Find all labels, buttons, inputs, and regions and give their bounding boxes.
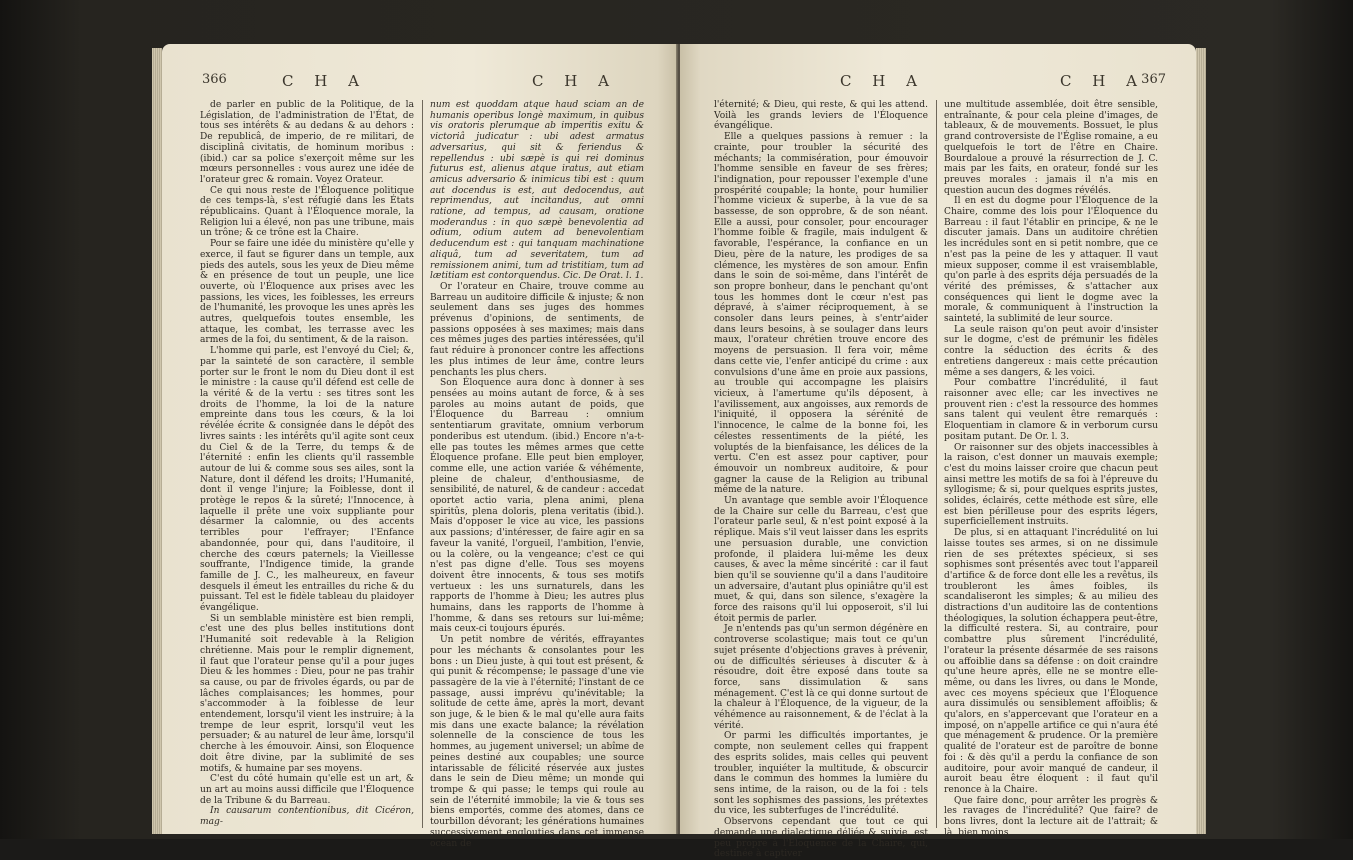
paragraph: Or raisonner sur des objets inaccessibles à la raison, c'est donner un mauvais exemple; c'est du moins laisser croire que chacun peut ainsi mettre les motifs de sa foi à l'épreuve du syllogisme; & si, pour quelques esprits justes, solides, éclairés, cette méthode est sûre, elle est bien périlleuse pour des esprits légers, superficiellement instruits. bbox=[944, 442, 1158, 528]
paragraph: Elle a quelques passions à remuer : la crainte, pour troubler la sécurité des méchants; la commisération, pour émouvoir l'homme sensible en faveur de ses frères; l'indignation, pour repousser l'exemple d'une prospérité coupable; la honte, pour humilier l'homme vicieux & superbe, à la vue de sa bassesse, de son opprobre, & de son néant. Elle a aussi, pour consoler, pour encourager l'homme foible & fragile, mais indulgent & favorable, l'espérance, la confiance en un Dieu, père de la nature, les prodiges de sa clémence, les mystères de son amour. Enfin dans le soin de soi-même, dans l'intérêt de son propre bonheur, dans le penchant qu'ont tous les hommes dont le cœur n'est pas dépravé, à s'aimer réciproquement, à se consoler dans leurs peines, à s'entr'aider dans leurs besoins, à se soulager dans leurs maux, l'orateur chrétien trouve encore des moyens de persuasion. Il fera voir, même dans cette vie, l'enfer anticipé du crime : aux convulsions d'une âme en proie aux passions, au trouble qui accompagne les plaisirs vicieux, à l'amertume qu'ils déposent, à l'avilissement, aux angoisses, aux remords de l'iniquité, il opposera la sérénité de l'innocence, le calme de la bonne foi, les célestes ressentiments de la piété, les voluptés de la bienfaisance, les délices de la vertu. C'en est assez pour captiver, pour émouvoir un nombreux auditoire, & pour gagner la cause de la Religion au tribunal même de la nature. bbox=[714, 132, 928, 496]
page-number: 366 bbox=[202, 72, 227, 87]
running-head: C H A bbox=[532, 72, 617, 90]
paragraph: In causarum contentionibus, dit Cicéron, mag- bbox=[200, 806, 414, 828]
paragraph: Que faire donc, pour arrêter les progrès & les ravages de l'incrédulité? Que faire? de bons livres, dont la lecture ait de l'attrait; & là, bien moins bbox=[944, 795, 1158, 838]
paragraph: L'homme qui parle, est l'envoyé du Ciel; &, par la sainteté de son caractère, il semble porter sur le front le nom du Dieu dont il est le ministre : la cause qu'il défend est celle de la vérité & de la vertu : ses titres sont les droits de l'homme, la loi de la nature empreinte dans tous les cœurs, & la loi révélée écrite & consignée dans le dépôt des livres saints : les intérêts qu'il agite sont ceux du Ciel & de la Terre, du temps & de l'éternité : enfin les clients qu'il rassemble autour de lui & comme sous ses ailes, sont la Nature, dont il défend les droits; l'Humanité, dont il venge l'injure; la Foiblesse, dont il protège le repos & la sûreté; l'Innocence, à laquelle il prête une voix suppliante pour désarmer la calomnie, ou des accents terribles pour l'effrayer; l'Enfance abandonnée, pour qui, dans l'auditoire, il cherche des cœurs paternels; la Vieillesse souffrante, l'Indigence timide, la grande famille de J. C., les malheureux, en faveur desquels il émeut les entrailles du riche & du puissant. Tel est le fidèle tableau du plaidoyer évangélique. bbox=[200, 346, 414, 614]
text-column-1 bbox=[200, 100, 414, 830]
paragraph: num est quoddam atque haud sciam an de humanis operibus longè maximum, in quibus vis oratoris plerumque ab imperitis exitu & victoriâ judicatur : ubi adest armatus adversarius, qui sit & feriendus & repellendus : ubi sæpè is qui rei dominus futurus est, alienus atque iratus, aut etiam amicus adversario & inimicus tibi est : quum aut docendus is est, aut dedocendus, aut reprimendus, aut incitandus, aut omni ratione, ad tempus, ad causam, oratione moderandus : in quo sæpè benevolentia ad odium, odium autem ad benevolentiam deducendum est : qui tanquam machinatione aliquâ, tum ad severitatem, tum ad remissionem animi, tum ad tristitiam, tum ad lætitiam est contorquendus. Cic. De Orat. l. 1. bbox=[430, 100, 644, 282]
text-column-2 bbox=[430, 100, 644, 849]
paragraph: Son Éloquence aura donc à donner à ses pensées au moins autant de force, & à ses paroles au moins autant de poids, que l'Éloquence du Barreau : omnium sententiarum gravitate, omnium verborum ponderibus est utendum. (ibid.) Encore n'a-t-elle pas toutes les mêmes armes que cette Éloquence profane. Elle peut bien employer, comme elle, une action variée & véhémente, pleine de chaleur, d'enthousiasme, de sensibilité, de naturel, & de candeur : accedat oportet actio varia, plena animi, plena spiritûs, plena doloris, plena veritatis (ibid.). Mais d'opposer le vice au vice, les passions aux passions; d'intéresser, de faire agir en sa faveur la vanité, l'orgueil, l'ambition, l'envie, ou la colère, ou la vengeance; c'est ce qui n'est pas digne d'elle. Tous ses moyens doivent être innocents, & tous ses motifs vertueux : les uns surnaturels, dans les rapports de l'homme à Dieu; les autres plus humains, dans les rapports de l'homme à l'homme, & dans ses retours sur lui-même; mais ceux-ci toujours épurés. bbox=[430, 378, 644, 635]
paragraph: Je n'entends pas qu'un sermon dégénère en controverse scolastique; mais tout ce qu'un sujet présente d'objections graves à prévenir, ou de difficultés sérieuses à discuter & à résoudre, doit être exposé dans toute sa force, sans dissimulation & sans ménagement. C'est là ce qui donne surtout de la chaleur à l'Éloquence, de la vigueur, de la véhémence au raisonnement, & de l'éclat à la vérité. bbox=[714, 624, 928, 731]
right-page bbox=[680, 44, 1196, 860]
right-page-edges bbox=[1196, 48, 1206, 834]
paragraph: Ce qui nous reste de l'Éloquence politique de ces temps-là, s'est réfugié dans les États républicains. Quant à l'Éloquence morale, la Religion lui a élevé, non pas une tribune, mais un trône; & ce trône est la Chaire. bbox=[200, 185, 414, 239]
paragraph: Il en est du dogme pour l'Éloquence de la Chaire, comme des lois pour l'Éloquence du Barreau : il faut l'établir en principe, & ne le discuter jamais. Dans un auditoire chrétien les incrédules sont en si petit nombre, que ce n'est pas la peine de les y attaquer. Il vaut mieux supposer, comme il est vraisemblable, qu'on parle à des esprits déja persuadés de la vérité des prémisses, & s'attacher aux conséquences qui lient le dogme avec la morale, & communiquent à l'instruction la sainteté, la sublimité de leur source. bbox=[944, 196, 1158, 325]
left-page-edges bbox=[152, 48, 162, 834]
column-rule bbox=[936, 100, 937, 828]
paragraph: l'éternité; & Dieu, qui reste, & qui les attend. Voilà les grands leviers de l'Éloquence évangélique. bbox=[714, 100, 928, 132]
running-head: C H A bbox=[282, 72, 367, 90]
left-page bbox=[162, 44, 678, 849]
paragraph: C'est du côté humain qu'elle est un art, & un art au moins aussi difficile que l'Éloquence de la Tribune & du Barreau. bbox=[200, 774, 414, 806]
text-column-3 bbox=[714, 100, 928, 860]
column-rule bbox=[422, 100, 423, 828]
paragraph: Observons cependant que tout ce qui demande une dialectique déliée & suivie, est peu propre à l'Éloquence de la Chaire, qui, destinée à captiver bbox=[714, 817, 928, 860]
text-column-4 bbox=[944, 100, 1158, 838]
paragraph: Or parmi les difficultés importantes, je compte, non seulement celles qui frappent des esprits solides, mais celles qui peuvent troubler, inquiéter la multitude, & obscurcir dans le commun des hommes la lumière du sens intime, de la raison, ou de la foi : tels sont les sophismes des passions, les prétextes du vice, les subterfuges de l'incrédulité. bbox=[714, 731, 928, 817]
page-number: 367 bbox=[1141, 72, 1166, 87]
paragraph: Pour se faire une idée du ministère qu'elle y exerce, il faut se figurer dans un temple, aux pieds des autels, sous les yeux de Dieu même & en présence de tout un peuple, une lice ouverte, où l'Éloquence aux prises avec les passions, les vices, les foiblesses, les erreurs de l'humanité, les provoque les unes après les autres, quelquefois toutes ensemble, les attaque, les combat, les terrasse avec les armes de la foi, du sentiment, & de la raison. bbox=[200, 239, 414, 346]
paragraph: Si un semblable ministère est bien rempli, c'est une des plus belles institutions dont l'Humanité soit redevable à la Religion chrétienne. Mais pour le remplir dignement, il faut que l'orateur pense qu'il a pour juges Dieu & les hommes : Dieu, pour ne pas trahir sa cause, ou par de frivoles égards, ou par de lâches complaisances; les hommes, pour s'accommoder à la foiblesse de leur entendement, lorsqu'il vient les instruire; à la trempe de leur esprit, lorsqu'il veut les persuader; & au naturel de leur âme, lorsqu'il cherche à les émouvoir. Ainsi, son Éloquence doit être divine, par la sublimité de ses motifs, & humaine par ses moyens. bbox=[200, 613, 414, 774]
paragraph: Un petit nombre de vérités, effrayantes pour les méchants & consolantes pour les bons : un Dieu juste, à qui tout est présent, & qui punit & récompense; le passage d'une vie passagère de la vie à l'éternité; l'instant de ce passage, aussi imprévu qu'inévitable; la solitude de cette âme, après la mort, devant son juge, & le bien & le mal qu'elle aura faits mis dans une exacte balance; la révélation solennelle de la conscience de tous les hommes, au jugement universel; un abîme de peines destiné aux coupables; une source intarissable de félicité réservée aux justes dans le sein de Dieu même; un monde qui trompe & qui passe; le temps qui roule au sein de l'éternité immobile; la vie & tous ses biens emportés, comme des atomes, dans ce tourbillon dévorant; les générations humaines successivement englouties dans cet immense océan de bbox=[430, 635, 644, 849]
paragraph: Pour combattre l'incrédulité, il faut raisonner avec elle; car les invectives ne prouvent rien : c'est la ressource des hommes sans talent qui veulent être remarqués : Eloquentiam in clamore & in verborum cursu positam putant. De Or. l. 3. bbox=[944, 378, 1158, 442]
paragraph: Or l'orateur en Chaire, trouve comme au Barreau un auditoire difficile & injuste; & non seulement dans ses juges des hommes prévenus d'opinions, de sentiments, de passions opposées à ses maximes; mais dans ces mêmes juges des parties intéressées, qu'il faut réduire à prononcer contre les affections les plus intimes de leur âme, contre leurs penchants les plus chers. bbox=[430, 281, 644, 378]
paragraph: Un avantage que semble avoir l'Éloquence de la Chaire sur celle du Barreau, c'est que l'orateur parle seul, & n'est point exposé à la réplique. Mais s'il veut laisser dans les esprits une persuasion durable, une conviction profonde, il plaidera lui-même les deux causes, & avec la même sincérité : car il faut bien qu'il se souvienne qu'il a dans l'auditoire un adversaire, d'autant plus opiniâtre qu'il est muet, & qui, dans son silence, s'exagère la force des raisons qu'il lui opposeroit, s'il lui étoit permis de parler. bbox=[714, 496, 928, 624]
running-head: C H A bbox=[1060, 72, 1145, 90]
paragraph: une multitude assemblée, doit être sensible, entraînante, & pour cela pleine d'images, de tableaux, & de mouvements. Bossuet, le plus grand controversiste de l'Église romaine, a eu quelquefois le tort de l'être en Chaire. Bourdaloue a prouvé la résurrection de J. C. mais par les faits, en orateur, fondé sur les preuves morales : jamais il n'a mis en question aucun des dogmes révélés. bbox=[944, 100, 1158, 196]
right-header bbox=[720, 72, 1166, 94]
paragraph: de parler en public de la Politique, de la Législation, de l'administration de l'État, de tous ses intérêts & au dedans & au dehors : De republicâ, de imperio, de re militari, de disciplinâ civitatis, de hominum moribus : (ibid.) car sa police s'exerçoit même sur les mœurs personnelles : vous aurez une idée de l'orateur grec & romain. Voyez Orateur. bbox=[200, 100, 414, 185]
running-head: C H A bbox=[840, 72, 925, 90]
paragraph: La seule raison qu'on peut avoir d'insister sur le dogme, c'est de prémunir les fidèles contre la séduction des écrits & des entretiens dangereux : mais cette précaution même a ses dangers, & les voici. bbox=[944, 324, 1158, 378]
left-header bbox=[202, 72, 648, 94]
paragraph: De plus, si en attaquant l'incrédulité on lui laisse toutes ses armes, si on ne dissimule rien de ses prétextes spécieux, si ses sophismes sont présentés avec tout l'appareil d'artifice & de force dont elle les a revêtus, ils troubleront les âmes foibles, ils scandaliseront les simples; & au milieu des distractions d'un auditoire las de contentions théologiques, la solution échappera peut-être, la difficulté restera. Si, au contraire, pour combattre plus sûrement l'incrédulité, l'orateur la présente désarmée de ses raisons ou affoiblie dans sa défense : on doit craindre qu'une heure après, elle ne se montre elle-même, ou dans les livres, ou dans le Monde, avec ces moyens spécieux que l'Éloquence aura dissimulés ou sensiblement affoiblis; & qu'alors, en s'appercevant que l'orateur en a imposé, on n'appelle artifice ce qui n'aura été que ménagement & prudence. Or la première qualité de l'orateur est de paroître de bonne foi : & dès qu'il a perdu la confiance de son auditoire, pour avoir manqué de candeur, il auroit beau être éloquent : il faut qu'il renonce à la Chaire. bbox=[944, 528, 1158, 795]
